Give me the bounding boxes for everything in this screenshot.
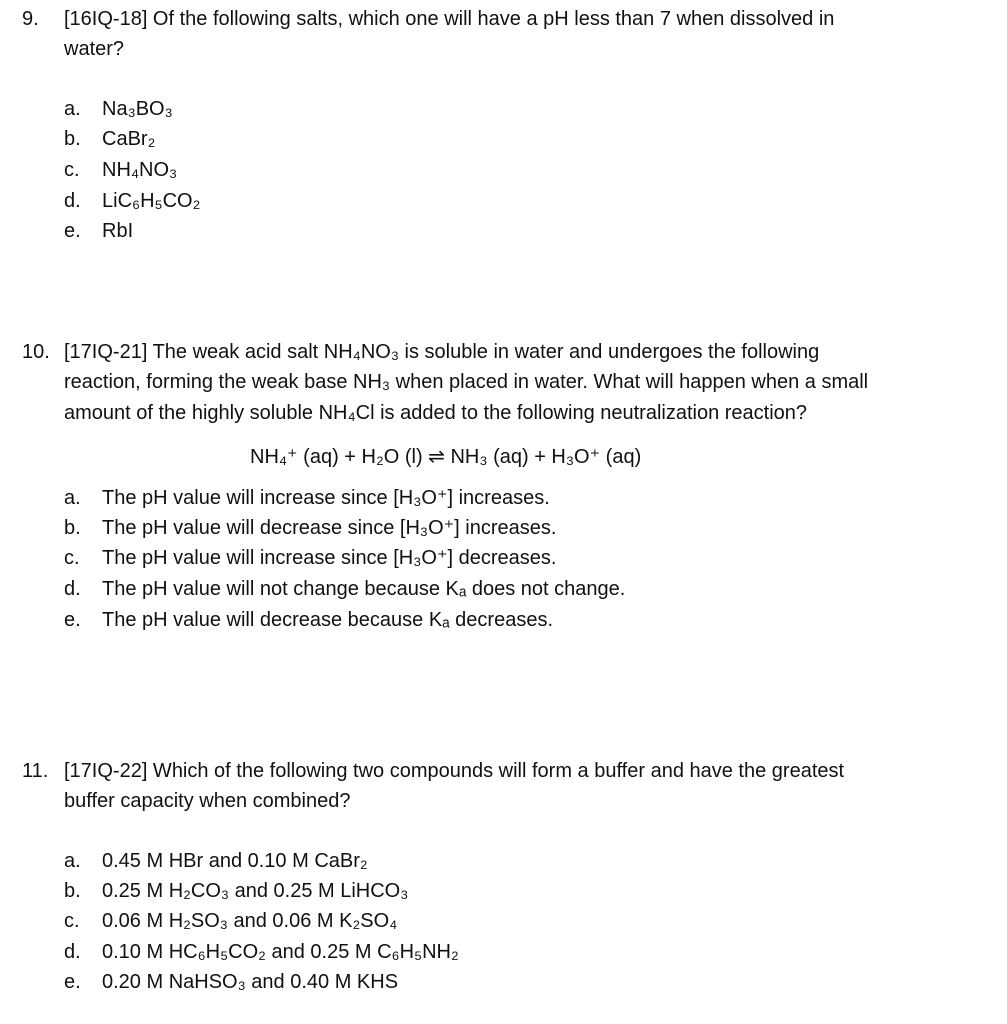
option-letter: e. — [64, 971, 81, 993]
question-number: 11. — [22, 760, 49, 782]
option-letter: d. — [64, 578, 81, 600]
question-number: 9. — [22, 8, 39, 30]
question-text: [17IQ-21] The weak acid salt NH₄NO₃ is soluble in water and undergoes the following — [64, 341, 820, 363]
option-letter: a. — [64, 487, 81, 509]
option-text: 0.45 M HBr and 0.10 M CaBr₂ — [102, 850, 368, 872]
option-text: Na₃BO₃ — [102, 98, 173, 120]
option-text: The pH value will increase since [H₃O⁺] increases. — [102, 487, 550, 509]
option-letter: d. — [64, 941, 81, 963]
question-text-continued: amount of the highly soluble NH₄Cl is added to the following neutralization reaction? — [64, 402, 808, 424]
option-text: RbI — [102, 220, 134, 242]
option-text: The pH value will decrease because Kₐ decreases. — [102, 609, 554, 631]
option-letter: e. — [64, 220, 81, 242]
option-text: The pH value will not change because Kₐ does not change. — [102, 578, 626, 600]
option-letter: a. — [64, 850, 81, 872]
option-letter: a. — [64, 98, 81, 120]
option-letter: e. — [64, 609, 81, 631]
option-letter: d. — [64, 190, 81, 212]
option-text: The pH value will decrease since [H₃O⁺] increases. — [102, 517, 557, 539]
option-letter: c. — [64, 159, 80, 181]
option-text: 0.10 M HC₆H₅CO₂ and 0.25 M C₆H₅NH₂ — [102, 941, 459, 963]
question-text-continued: buffer capacity when combined? — [64, 790, 351, 812]
reaction-equation: NH₄⁺ (aq) + H₂O (l) ⇌ NH₃ (aq) + H₃O⁺ (aq) — [250, 446, 642, 468]
option-text: The pH value will increase since [H₃O⁺] decreases. — [102, 547, 557, 569]
option-text: NH₄NO₃ — [102, 159, 178, 181]
question-text: [16IQ-18] Of the following salts, which one will have a pH less than 7 when dissolved in — [64, 8, 835, 30]
option-text: LiC₆H₅CO₂ — [102, 190, 201, 212]
question-number: 10. — [22, 341, 50, 363]
option-letter: b. — [64, 517, 81, 539]
option-letter: b. — [64, 880, 81, 902]
option-text: CaBr₂ — [102, 128, 156, 150]
option-letter: b. — [64, 128, 81, 150]
option-text: 0.06 M H₂SO₃ and 0.06 M K₂SO₄ — [102, 910, 398, 932]
question-text: [17IQ-22] Which of the following two compounds will form a buffer and have the greatest — [64, 760, 845, 782]
option-text: 0.25 M H₂CO₃ and 0.25 M LiHCO₃ — [102, 880, 409, 902]
question-text-continued: reaction, forming the weak base NH₃ when placed in water. What will happen when a small — [64, 371, 869, 393]
option-letter: c. — [64, 547, 80, 569]
option-letter: c. — [64, 910, 80, 932]
option-text: 0.20 M NaHSO₃ and 0.40 M KHS — [102, 971, 399, 993]
question-text-continued: water? — [64, 38, 125, 60]
